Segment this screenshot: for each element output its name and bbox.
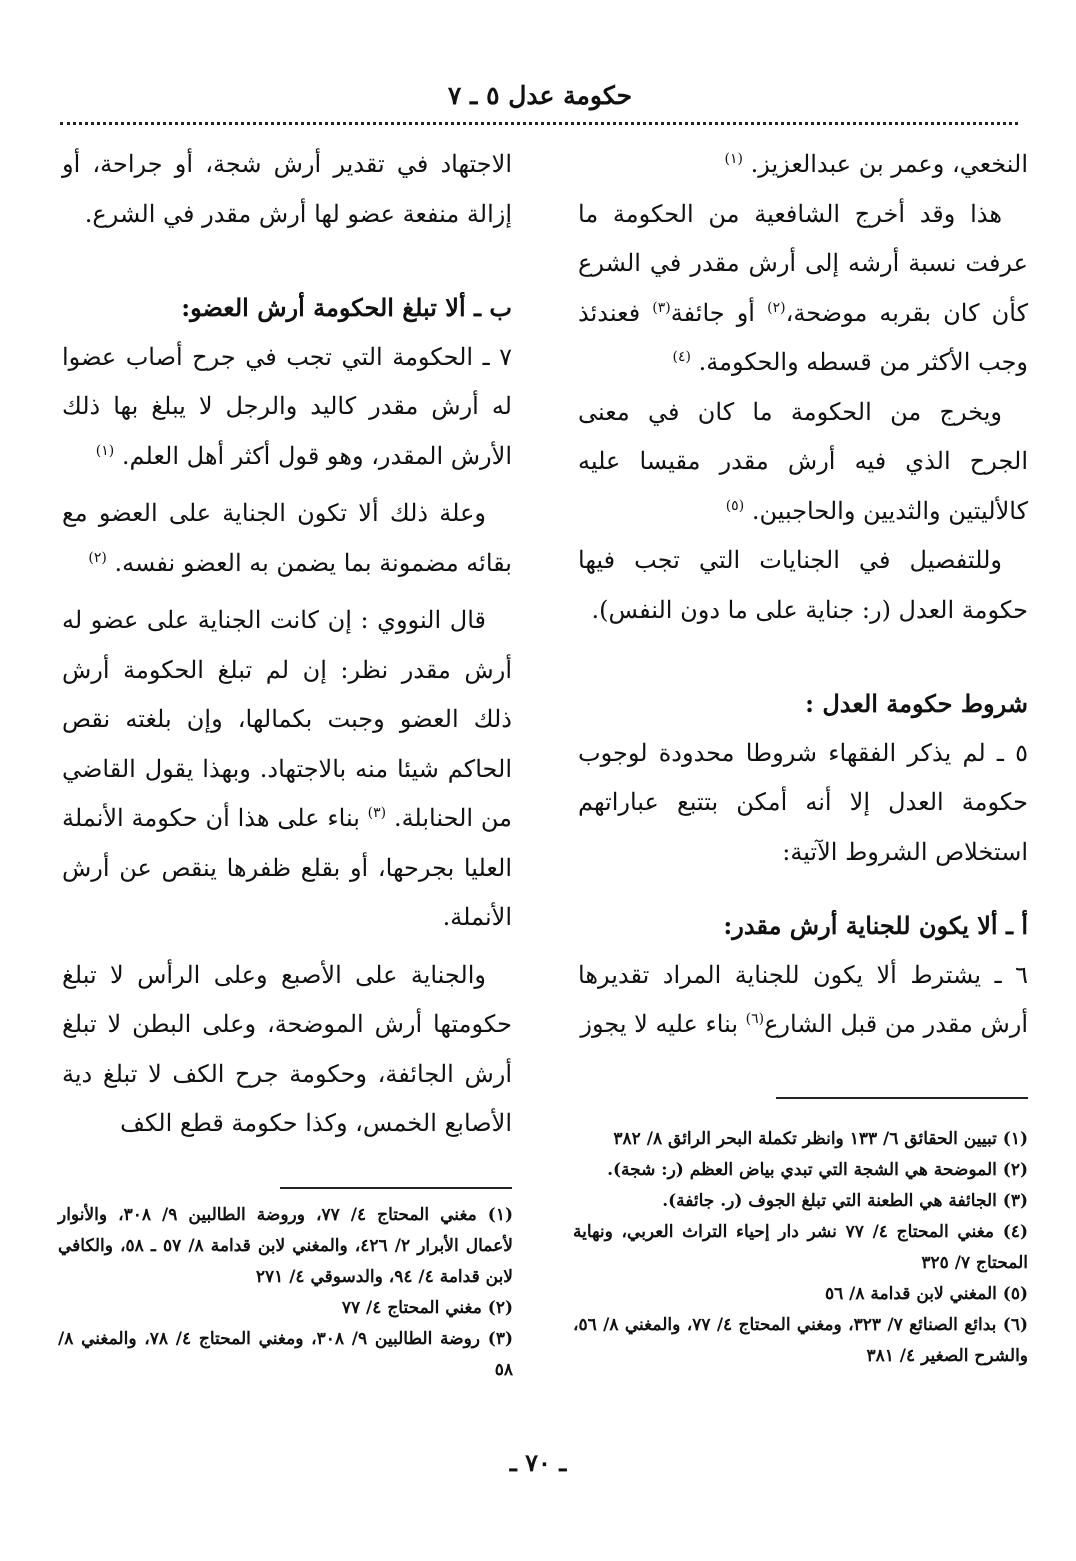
paragraph	[62, 596, 512, 943]
paragraph: ٥ ـ لم يذكر الفقهاء شروطا محدودة لوجوب حكومة العدل إلا أنه أمكن بتتبع عباراتهم استخلاص الشروط الآتية:	[578, 738, 1028, 866]
paragraph-text: وعلة ذلك ألا تكون الجناية على العضو مع بقائه مضمونة بما يضمن به العضو نفسه.	[62, 499, 512, 577]
footnote: (٢) الموضحة هي الشجة التي تبدي بياض العظم (ر: شجة).	[607, 1160, 1028, 1180]
footnote: (١) مغني المحتاج ٤/ ٧٧، وروضة الطالبين ٩/ ٣٠٨، والأنوار لأعمال الأبرار ٢/ ٤٢٦، والمغني لابن قدامة ٨/ ٥٧ ـ ٥٨، والكافي لابن قدامة ٤/ ٩٤، والدسوقي ٤/ ٢٧١	[58, 1205, 513, 1287]
running-title: حكومة عدل ٥ ـ ٧	[447, 81, 633, 110]
footnote-ref[interactable]: (٢)	[767, 299, 786, 316]
footnote-ref[interactable]: (٢)	[88, 549, 107, 566]
footnote-ref[interactable]: (١)	[95, 442, 115, 459]
footnote: (٣) روضة الطالبين ٩/ ٣٠٨، ومغني المحتاج ٤/ ٧٨، والمغني ٨/ ٥٨	[58, 1329, 513, 1380]
spacer	[62, 943, 512, 951]
paragraph-text: بناء عليه لا يجوز	[580, 1010, 746, 1038]
left-column	[62, 140, 512, 1149]
spacer	[578, 635, 1028, 679]
paragraph-text: ٧ ـ الحكومة التي تجب في جرح أصاب عضوا له أرش مقدر كاليد والرجل لا يبلغ بها ذلك الأرش المقدر، وهو قول أكثر أهل العلم.	[62, 342, 512, 470]
footnote: (١) تبيين الحقائق ٦/ ١٣٣ وانظر تكملة البحر الرائق ٨/ ٣٨٢	[613, 1129, 1028, 1149]
section-heading: شروط حكومة العدل :	[805, 689, 1028, 718]
section-heading: ب ـ ألا تبلغ الحكومة أرش العضو:	[181, 293, 512, 322]
paragraph	[578, 951, 1028, 1050]
paragraph-text: بناء على هذا أن حكومة الأنملة العليا بجرحها، أو بقلع ظفرها ينقص عن أرش الأنملة.	[62, 804, 512, 931]
paragraph-text: قال النووي : إن كانت الجناية على عضو له أرش مقدر نظر: إن لم تبلغ الحكومة أرش ذلك العضو وجبت بكمالها، وإن بلغته نقص الحاكم شيئا منه بالاجتهاد. وبهذا يقول القاضي من الحنابلة.	[62, 606, 512, 832]
footnote-divider	[776, 1097, 1028, 1099]
paragraph	[578, 140, 1028, 190]
header-divider	[60, 122, 1018, 125]
footnote-ref[interactable]: (٤)	[672, 349, 691, 365]
footnote: (٤) مغني المحتاج ٤/ ٧٧ نشر دار إحياء التراث العربي، ونهاية المحتاج ٧/ ٣٢٥	[573, 1222, 1028, 1273]
paragraph: وللتفصيل في الجنايات التي تجب فيها حكومة العدل (ر: جناية على ما دون النفس).	[578, 546, 1028, 624]
paragraph-text: النخعي، وعمر بن عبدالعزيز.	[750, 150, 1028, 178]
footnotes-left	[58, 1200, 513, 1386]
section-heading: أ ـ ألا يكون للجناية أرش مقدر:	[723, 911, 1028, 940]
footnote-ref[interactable]: (٣)	[367, 805, 387, 821]
spacer	[578, 877, 1028, 901]
paragraph: والجناية على الأصبع وعلى الرأس لا تبلغ حكومتها أرش الموضحة، وعلى البطن لا تبلغ أرش الجائفة، وحكومة جرح الكف لا تبلغ دية الأصابع الخمس، وكذا حكومة قطع الكف	[62, 960, 512, 1137]
paragraph	[62, 489, 512, 588]
paragraph: الاجتهاد في تقدير أرش شجة، أو جراحة، أو إزالة منفعة عضو لها أرش مقدر في الشرع.	[62, 150, 512, 228]
footnote-ref[interactable]: (٦)	[745, 1011, 765, 1027]
paragraph-text: ٦ ـ يشترط ألا يكون للجناية المراد تقديرها أرش مقدر من قبل الشارع	[578, 960, 1028, 1038]
footnote: (٥) المغني لابن قدامة ٨/ ٥٦	[824, 1284, 1028, 1304]
paragraph	[578, 388, 1028, 537]
paragraph-text: ويخرج من الحكومة ما كان في معنى الجرح الذي فيه أرش مقدر مقيسا عليه كالأليتين والثديين والحاجبين.	[578, 397, 1028, 525]
spacer	[62, 588, 512, 596]
footnote: (٣) الجائفة هي الطعنة التي تبلغ الجوف (ر. جائفة).	[662, 1191, 1028, 1211]
footnote: (٢) مغني المحتاج ٤/ ٧٧	[341, 1298, 513, 1318]
footnote-divider	[280, 1187, 512, 1189]
spacer	[62, 239, 512, 283]
footnote-ref[interactable]: (٥)	[725, 497, 745, 514]
spacer	[62, 481, 512, 489]
page-number: ـ ٧٠ ـ	[509, 1448, 567, 1477]
paragraph-text: هذا وقد أخرج الشافعية من الحكومة ما عرفت نسبة أرشه إلى أرش مقدر في الشرع كأن كان بقربه موضحة،	[578, 199, 1029, 327]
footnote-ref[interactable]: (٣)	[652, 299, 671, 316]
footnote: (٦) بدائع الصنائع ٧/ ٣٢٣، ومغني المحتاج ٤/ ٧٧، والمغني ٨/ ٥٦، والشرح الصغير ٤/ ٣٨١	[573, 1315, 1028, 1366]
paragraph-text: أو جائفة	[670, 298, 768, 327]
right-column	[578, 140, 1028, 1050]
paragraph-text: فعندئذ وجب الأكثر من قسطه والحكومة.	[578, 298, 1028, 376]
footnotes-right	[573, 1124, 1028, 1372]
paragraph	[578, 190, 1028, 388]
footnote-ref[interactable]: (١)	[724, 151, 743, 167]
paragraph	[62, 333, 512, 482]
